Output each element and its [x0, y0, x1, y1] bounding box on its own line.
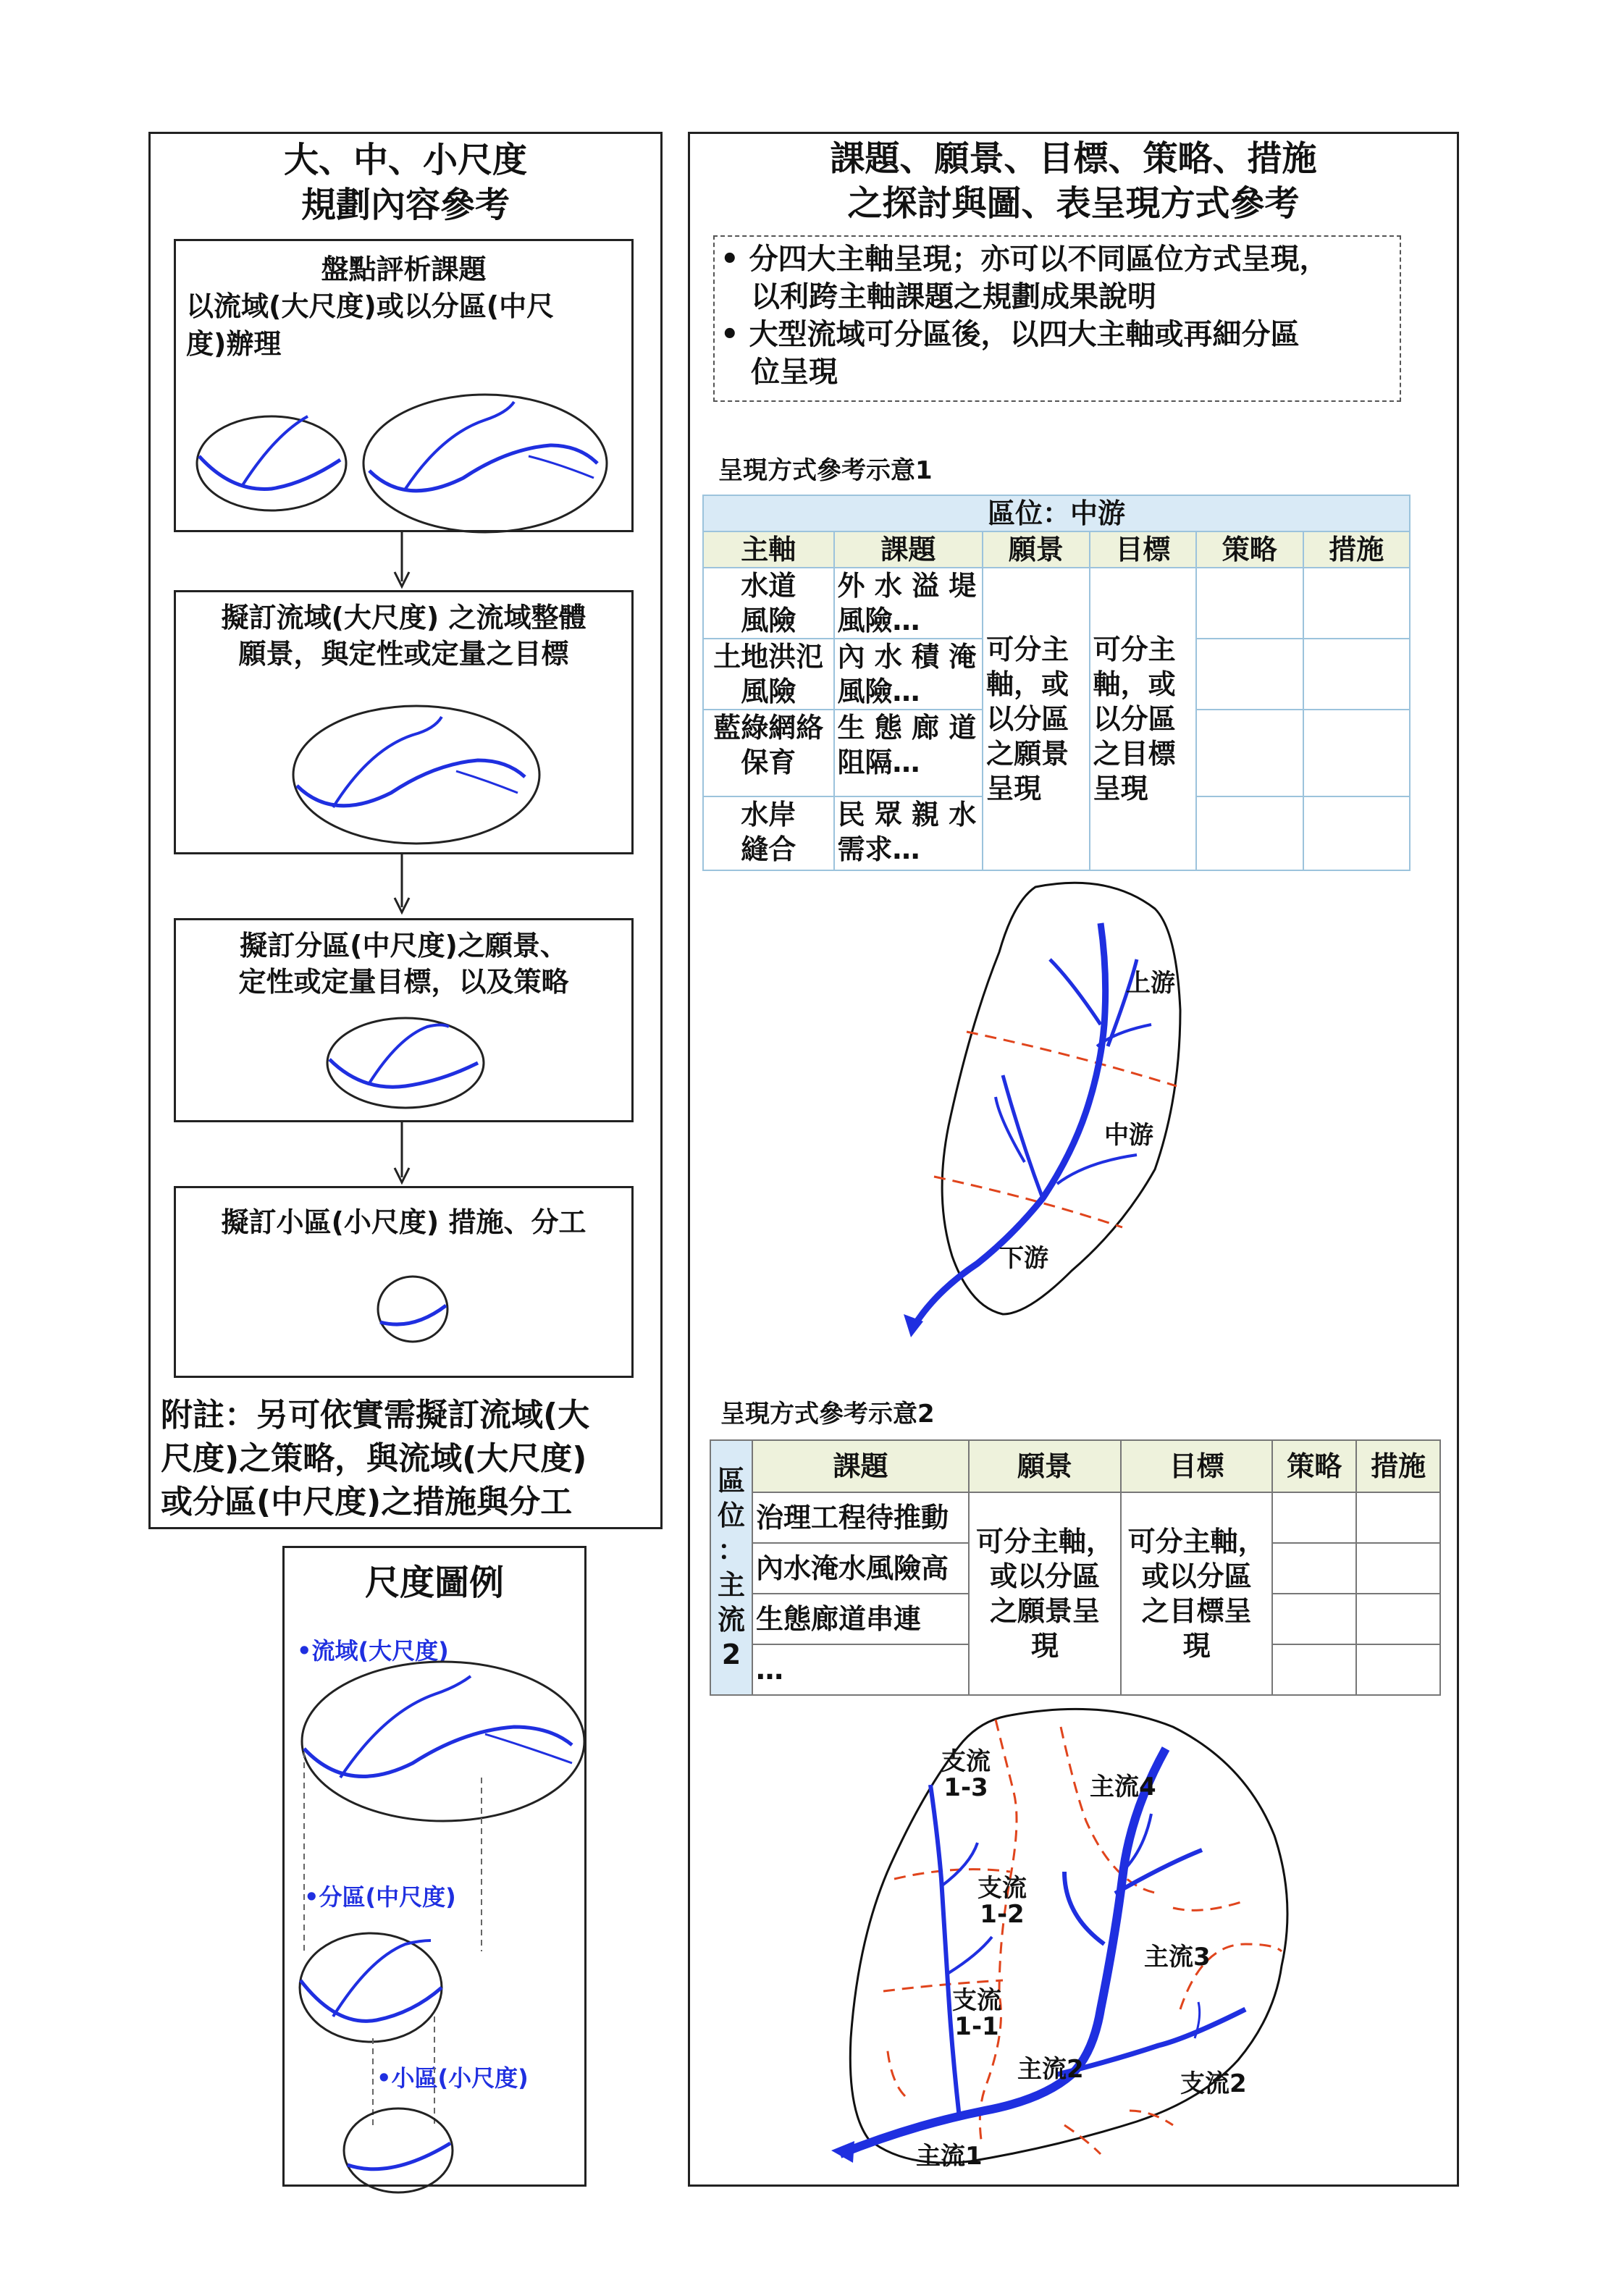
step3-shapes — [174, 918, 634, 1122]
table1-axis: 藍綠網絡 保育 — [703, 710, 834, 796]
step2-text2: 願景，與定性或定量之目標 — [238, 638, 569, 670]
map2-m3-label: 主流3 — [1144, 1943, 1211, 1972]
table1-measure-cell — [1303, 639, 1410, 710]
table2-goal: 可分主軸， 或以分區 之目標呈 現 — [1121, 1492, 1273, 1695]
bullet-item: • 分四大主軸呈現；亦可以不同區位方式呈現， — [720, 243, 1329, 276]
table1-header: 主軸 — [703, 531, 834, 568]
step1-shapes — [174, 239, 634, 532]
arrow-down-icon — [391, 532, 413, 590]
table1-strategy-cell — [1196, 568, 1303, 639]
table1-header: 策略 — [1196, 531, 1303, 568]
table2-strategy-cell — [1272, 1594, 1356, 1644]
table2-header: 課題 — [752, 1440, 969, 1492]
table-row — [710, 1492, 1440, 1543]
table1-issue: 民 眾 親 水 需求… — [834, 796, 983, 870]
left-title: 大、中、小尺度 規劃內容參考 — [283, 140, 527, 225]
legend-shapes — [282, 1546, 587, 2187]
table1-header: 願景 — [983, 531, 1089, 568]
river-shape — [300, 1980, 442, 2021]
legend-medium-label: •分區(中尺度) — [304, 1883, 456, 1911]
river-shape — [348, 2143, 450, 2169]
table2-measure-cell — [1356, 1594, 1440, 1644]
zone-boundary-line — [1130, 2111, 1173, 2125]
river-shape — [930, 1785, 959, 2118]
table2-measure-cell — [1356, 1492, 1440, 1543]
table2-strategy-cell — [1272, 1644, 1356, 1695]
legend-large-label: •流域(大尺度) — [297, 1637, 449, 1665]
river-shape — [380, 1305, 446, 1324]
table1-issue: 內 水 積 淹 風險… — [834, 639, 983, 710]
table1-measure-cell — [1303, 568, 1410, 639]
map2-b13-label: 支流 1-3 — [941, 1747, 991, 1802]
map1-lower-label: 下游 — [999, 1244, 1048, 1273]
table2-issue: 生態廊道串連 — [752, 1594, 969, 1644]
table2-issue: 治理工程待推動 — [752, 1492, 969, 1543]
river-shape — [485, 1734, 572, 1763]
large-ellipse-shape — [293, 706, 539, 844]
table-2 — [710, 1439, 1441, 1696]
table1-header: 目標 — [1090, 531, 1196, 568]
map2-b11-label: 支流 1-1 — [952, 1986, 1001, 2041]
river-shape — [340, 1676, 471, 1778]
step1-text2: 度)辦理 — [186, 328, 282, 360]
river-shape — [243, 416, 308, 485]
large-ellipse-shape — [302, 1662, 584, 1821]
table1-measure-cell — [1303, 710, 1410, 796]
river-shape — [949, 1937, 992, 1973]
table1-strategy-cell — [1196, 796, 1303, 870]
river-shape — [1064, 1872, 1104, 1944]
medium-ellipse-shape — [300, 1933, 442, 2042]
map2-m4-label: 主流4 — [1090, 1773, 1156, 1801]
table2-zone: 區 位 ： 主 流 2 — [710, 1440, 752, 1695]
table1-header: 措施 — [1303, 531, 1410, 568]
table2-measure-cell — [1356, 1644, 1440, 1695]
map2-b12-label: 支流 1-2 — [978, 1874, 1027, 1929]
table2-vision: 可分主軸， 或以分區 之願景呈 現 — [969, 1492, 1121, 1695]
map2-m2-label: 主流2 — [1017, 2055, 1084, 2084]
table1-zone: 區位：中游 — [703, 495, 1410, 531]
bullet-item: • 大型流域可分區後，以四大主軸或再細分區 — [720, 318, 1300, 351]
table2-strategy-cell — [1272, 1543, 1356, 1594]
map1-upper-label: 上游 — [1126, 969, 1175, 998]
table1-vision: 可分主 軸，或 以分區 之願景 呈現 — [983, 568, 1089, 870]
zone-boundary-line — [1173, 1901, 1245, 1910]
basin-outline-shape — [942, 883, 1180, 1314]
table-1 — [702, 495, 1410, 871]
table1-measure-cell — [1303, 796, 1410, 870]
table2-header: 願景 — [969, 1440, 1121, 1492]
step3-text1: 擬訂分區(中尺度)之願景、 — [240, 930, 568, 962]
table1-goal: 可分主 軸，或 以分區 之目標 呈現 — [1090, 568, 1196, 870]
zone-boundary-line — [1061, 1727, 1159, 1893]
legend-small-label: •小區(小尺度) — [377, 2064, 529, 2092]
table-row — [703, 568, 1410, 639]
zone-boundary-line — [887, 2045, 905, 2096]
table2-issue: … — [752, 1644, 969, 1695]
table1-strategy-cell — [1196, 710, 1303, 796]
river-shape — [941, 1843, 978, 1886]
table2-header: 措施 — [1356, 1440, 1440, 1492]
river-shape — [405, 402, 514, 489]
step4-text1: 擬訂小區(小尺度) 措施、分工 — [221, 1206, 587, 1238]
table1-axis: 水道 風險 — [703, 568, 834, 639]
caption-2: 呈現方式參考示意2 — [720, 1400, 935, 1429]
river-shape — [329, 1059, 478, 1087]
river-shape — [1050, 959, 1101, 1025]
table1-issue: 生 態 廊 道 阻隔… — [834, 710, 983, 796]
note-text: 附註：另可依實需擬訂流域(大 尺度)之策略，與流域(大尺度) 或分區(中尺度)之措施與分工 — [161, 1397, 590, 1521]
arrow-head-icon — [831, 2141, 854, 2163]
small-ellipse-shape — [378, 1277, 447, 1342]
table2-header: 目標 — [1121, 1440, 1273, 1492]
river-shape — [369, 445, 597, 491]
table1-axis: 水岸 縫合 — [703, 796, 834, 870]
map2-b2-label: 支流2 — [1180, 2069, 1247, 2098]
bullet-item: 以利跨主軸課題之規劃成果說明 — [751, 280, 1156, 314]
river-shape — [369, 1025, 449, 1084]
map-1 — [891, 880, 1238, 1343]
table2-measure-cell — [1356, 1543, 1440, 1594]
bullet-list — [720, 240, 1401, 391]
map2-m1-label: 主流1 — [916, 2142, 983, 2171]
river-shape — [304, 1727, 572, 1776]
table2-strategy-cell — [1272, 1492, 1356, 1543]
arrow-down-icon — [391, 854, 413, 916]
medium-ellipse-shape — [327, 1018, 484, 1108]
step2-text1: 擬訂流域(大尺度) 之流域整體 — [221, 602, 587, 634]
river-shape — [456, 771, 518, 793]
table2-issue: 內水淹水風險高 — [752, 1543, 969, 1594]
map1-middle-label: 中游 — [1104, 1121, 1153, 1150]
table1-header: 課題 — [834, 531, 983, 568]
step3-text2: 定性或定量目標，以及策略 — [238, 966, 569, 998]
step4-shapes — [174, 1186, 634, 1378]
zone-boundary-line — [967, 1032, 1177, 1086]
river-shape — [529, 456, 594, 478]
caption-1: 呈現方式參考示意1 — [718, 456, 933, 485]
small-ellipse-shape — [197, 416, 346, 510]
river-shape — [199, 456, 340, 489]
river-shape — [1003, 1075, 1043, 1198]
step1-title: 盤點評析課題 — [321, 253, 487, 285]
legend-title: 尺度圖例 — [364, 1563, 504, 1603]
river-shape — [840, 1749, 1166, 2154]
right-title: 課題、願景、目標、策略、措施 之探討與圖、表呈現方式參考 — [830, 138, 1317, 224]
bullet-item: 位呈現 — [751, 356, 838, 389]
table1-axis: 土地洪氾 風險 — [703, 639, 834, 710]
map-2 — [825, 1705, 1303, 2169]
arrow-down-icon — [391, 1122, 413, 1186]
table1-strategy-cell — [1196, 639, 1303, 710]
table1-issue: 外 水 溢 堤 風險… — [834, 568, 983, 639]
step2-shapes — [174, 590, 634, 854]
step1-text1: 以流域(大尺度)或以分區(中尺 — [186, 290, 555, 322]
table2-header: 策略 — [1272, 1440, 1356, 1492]
